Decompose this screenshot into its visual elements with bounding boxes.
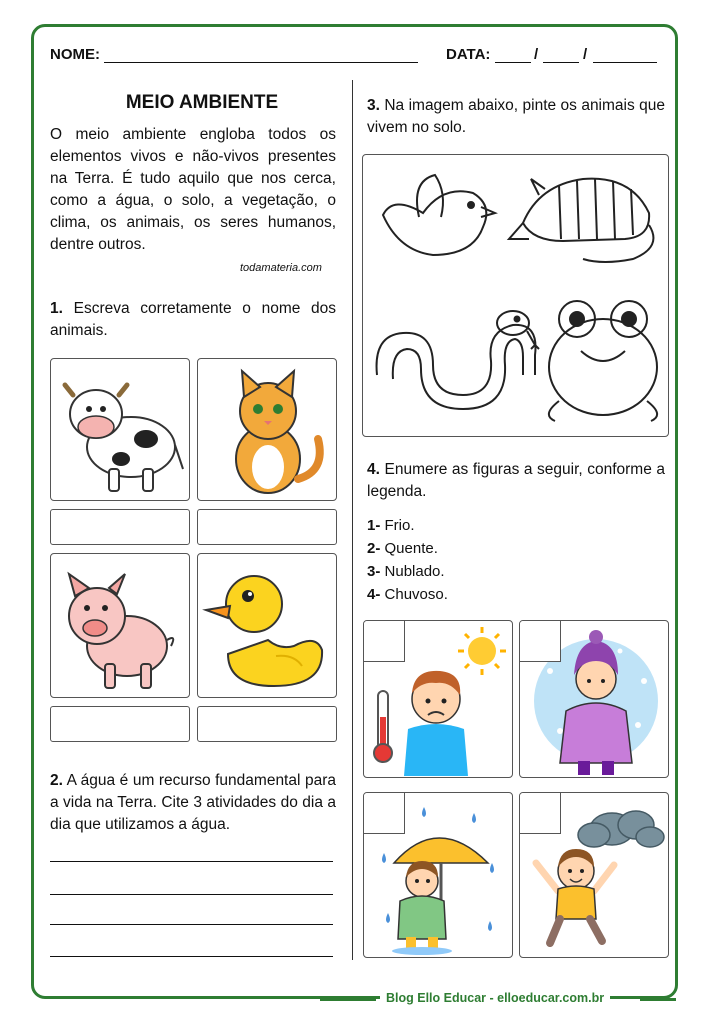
duck-icon bbox=[198, 554, 335, 696]
pig-icon bbox=[51, 554, 188, 696]
question-1 bbox=[50, 298, 336, 342]
question-4-text: Enumere as figuras a seguir, conforme a legenda. bbox=[367, 461, 665, 500]
date-year-line[interactable] bbox=[593, 62, 657, 63]
cloudy-image-box bbox=[519, 792, 669, 958]
legend-label: Frio. bbox=[384, 517, 415, 534]
date-separator: / bbox=[583, 46, 588, 63]
number-input-hot[interactable] bbox=[364, 621, 405, 662]
source-text: todamateria.com bbox=[240, 262, 322, 274]
question-3-number: 3. bbox=[367, 97, 380, 114]
page-title: MEIO AMBIENTE bbox=[125, 92, 279, 113]
hot-image-box bbox=[363, 620, 513, 778]
legend-label: Nublado. bbox=[384, 563, 445, 580]
cat-icon bbox=[198, 359, 335, 499]
column-divider bbox=[352, 80, 353, 960]
pig-answer-box[interactable] bbox=[50, 706, 190, 742]
date-day-line[interactable] bbox=[495, 62, 531, 63]
name-label: NOME: bbox=[50, 46, 100, 63]
legend-item bbox=[367, 563, 445, 580]
date-separator: / bbox=[534, 46, 539, 63]
date-label: DATA: bbox=[446, 46, 491, 63]
cold-image-box bbox=[519, 620, 669, 778]
question-3-text: Na imagem abaixo, pinte os animais que vivem no solo. bbox=[367, 97, 666, 136]
legend-item bbox=[367, 517, 415, 534]
legend-label: Quente. bbox=[384, 540, 438, 557]
question-2 bbox=[50, 770, 336, 836]
legend-number: 1- bbox=[367, 517, 381, 534]
answer-line[interactable] bbox=[50, 924, 333, 925]
duck-image-box bbox=[197, 553, 337, 698]
question-4 bbox=[367, 459, 665, 503]
question-1-text: Escreva corretamente o nome dos animais. bbox=[50, 300, 337, 339]
date-month-line[interactable] bbox=[543, 62, 579, 63]
frog-icon bbox=[549, 301, 657, 421]
legend-label: Chuvoso. bbox=[384, 586, 448, 603]
cow-image-box bbox=[50, 358, 190, 501]
cat-answer-box[interactable] bbox=[197, 509, 337, 545]
footer-rule bbox=[320, 998, 376, 1001]
legend-number: 2- bbox=[367, 540, 381, 557]
cat-image-box bbox=[197, 358, 337, 501]
legend-item bbox=[367, 540, 438, 557]
question-2-number: 2. bbox=[50, 772, 63, 789]
snake-icon bbox=[377, 311, 539, 409]
coloring-animals bbox=[363, 155, 667, 435]
intro-text: O meio ambiente engloba todos os elementos vivos e não-vivos presentes na Terra. É tudo aquilo que nos cerca, como a água, o solo, a vegetação, o clima, os animais, os seres humanos, dentre outros. bbox=[50, 126, 336, 253]
name-line[interactable] bbox=[104, 62, 418, 63]
answer-line[interactable] bbox=[50, 956, 333, 957]
answer-line[interactable] bbox=[50, 894, 333, 895]
duck-answer-box[interactable] bbox=[197, 706, 337, 742]
legend-number: 3- bbox=[367, 563, 381, 580]
rain-image-box bbox=[363, 792, 513, 958]
footer-credit: Blog Ello Educar - elloeducar.com.br bbox=[380, 991, 610, 1005]
pig-image-box bbox=[50, 553, 190, 698]
legend-number: 4- bbox=[367, 586, 381, 603]
cow-answer-box[interactable] bbox=[50, 509, 190, 545]
answer-line[interactable] bbox=[50, 861, 333, 862]
question-4-number: 4. bbox=[367, 461, 380, 478]
cow-icon bbox=[51, 359, 188, 499]
footer-rule bbox=[640, 998, 676, 1001]
armadillo-icon bbox=[509, 179, 653, 262]
question-1-number: 1. bbox=[50, 300, 63, 317]
coloring-box bbox=[362, 154, 669, 437]
legend-item bbox=[367, 586, 448, 603]
bird-icon bbox=[383, 175, 495, 255]
question-3 bbox=[367, 95, 665, 139]
number-input-cloudy[interactable] bbox=[520, 793, 561, 834]
number-input-rain[interactable] bbox=[364, 793, 405, 834]
question-2-text: A água é um recurso fundamental para a vida na Terra. Cite 3 atividades do dia a dia que utilizamos a água. bbox=[50, 772, 336, 833]
number-input-cold[interactable] bbox=[520, 621, 561, 662]
